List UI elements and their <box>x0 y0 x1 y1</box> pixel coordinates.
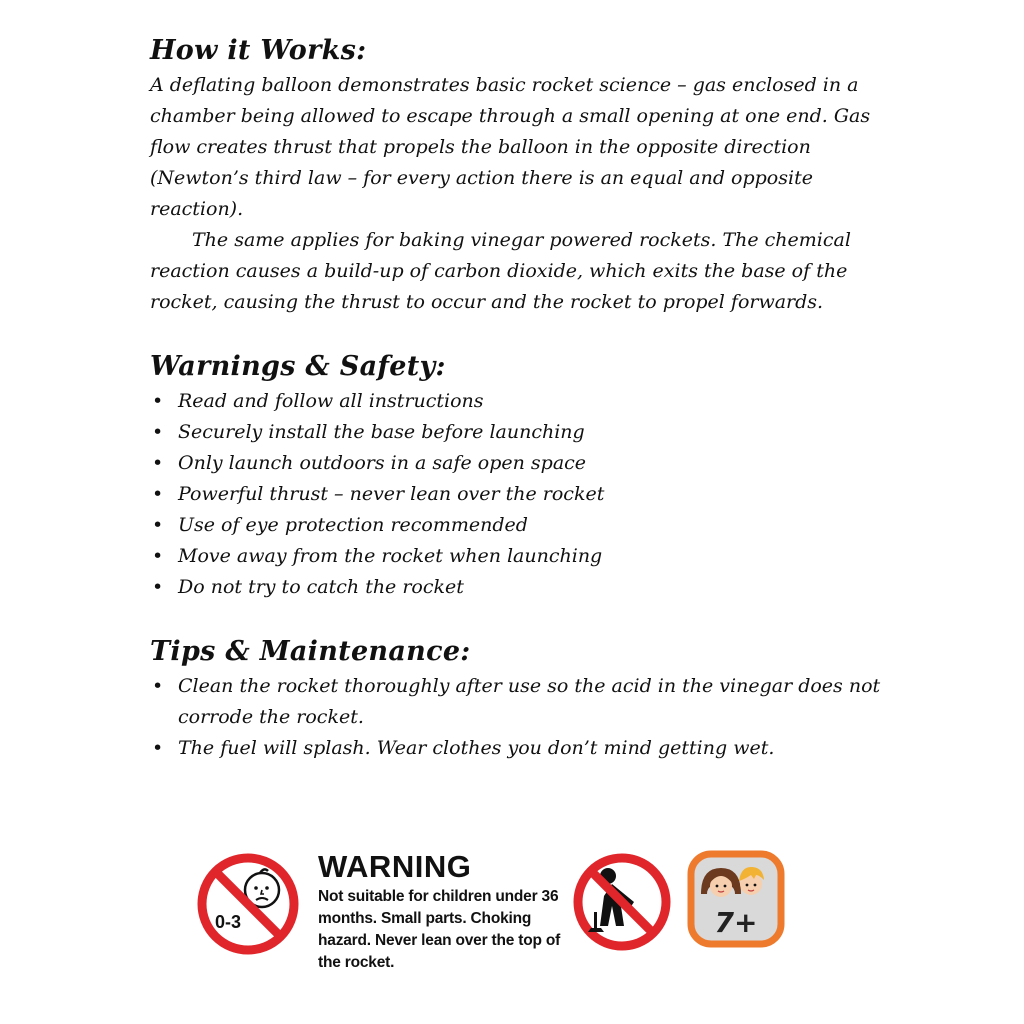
warning-body: Not suitable for children under 36 months. Small parts. Choking hazard. Never lean over the top of the rocket. <box>318 888 561 971</box>
how-it-works-heading: How it Works: <box>150 35 367 66</box>
tips-list <box>150 671 890 764</box>
list-item: • Securely install the base before launching <box>150 417 890 448</box>
bullet-icon: • <box>152 452 164 474</box>
warnings-list <box>150 386 890 603</box>
bullet-icon: • <box>152 390 164 412</box>
age-restriction-label: 0-3 <box>214 912 241 932</box>
list-item: • Use of eye protection recommended <box>150 510 890 541</box>
bullet-icon: • <box>152 483 164 505</box>
how-it-works-section <box>150 34 890 318</box>
kids-age-icon <box>687 850 785 948</box>
list-item: • Powerful thrust – never lean over the rocket <box>150 479 890 510</box>
age-rating-label: 7+ <box>714 906 758 939</box>
bullet-icon: • <box>152 675 164 697</box>
list-item: • Clean the rocket thoroughly after use so the acid in the vinegar does not corrode the rocket. <box>150 671 890 733</box>
no-baby-icon <box>196 852 300 956</box>
bullet-icon: • <box>152 514 164 536</box>
list-item: • The fuel will splash. Wear clothes you don’t mind getting wet. <box>150 733 890 764</box>
list-item: • Only launch outdoors in a safe open space <box>150 448 890 479</box>
list-item: • Read and follow all instructions <box>150 386 890 417</box>
bullet-icon: • <box>152 545 164 567</box>
bullet-icon: • <box>152 421 164 443</box>
bullet-icon: • <box>152 576 164 598</box>
warning-label-footer <box>196 848 816 988</box>
tips-maintenance-heading: Tips & Maintenance: <box>150 636 471 667</box>
bullet-icon: • <box>152 737 164 759</box>
warnings-safety-heading: Warnings & Safety: <box>150 351 446 382</box>
list-item: • Do not try to catch the rocket <box>150 572 890 603</box>
warnings-safety-section <box>150 350 890 603</box>
instruction-document <box>150 34 890 796</box>
list-item: • Move away from the rocket when launching <box>150 541 890 572</box>
warning-title: WARNING <box>318 849 472 884</box>
how-it-works-paragraph-2: The same applies for baking vinegar powered rockets. The chemical reaction causes a build-up of carbon dioxide, which exits the base of the rocket, causing the thrust to occur and the rocket to propel forwards. <box>150 229 851 313</box>
how-it-works-paragraph-1: A deflating balloon demonstrates basic rocket science – gas enclosed in a chamber being allowed to escape through a small opening at one end. Gas flow creates thrust that propels the balloon in the opposite direction (Newton’s third law – for every action there is an equal and opposite reaction). <box>150 74 871 220</box>
warning-text-block <box>318 850 568 974</box>
no-lean-over-icon <box>572 852 672 952</box>
tips-maintenance-section <box>150 635 890 764</box>
